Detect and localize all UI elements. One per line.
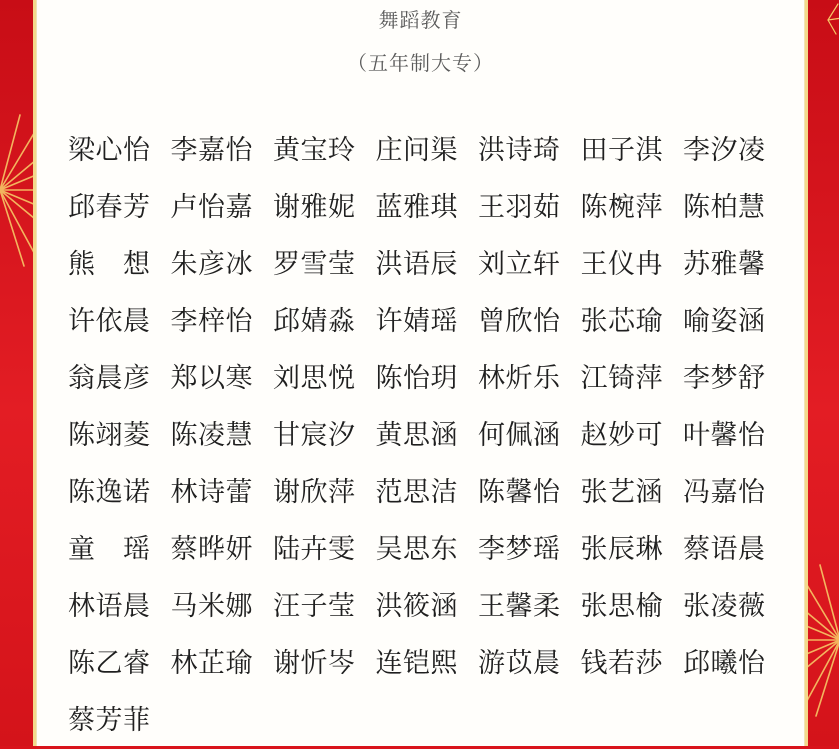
name-item: 陈逸诺: [68, 477, 151, 508]
name-item: 黄宝玲: [273, 135, 356, 166]
panel-gold-border-right: [805, 0, 808, 746]
name-item: 洪筱涵: [375, 591, 458, 622]
name-item: 蔡语晨: [683, 534, 766, 565]
name-item: 梁心怡: [68, 135, 151, 166]
name-item: 张艺涵: [580, 477, 663, 508]
name-item: 游苡晨: [478, 648, 561, 679]
name-item: 喻姿涵: [683, 306, 766, 337]
name-item: 林语晨: [68, 591, 151, 622]
name-item: 钱若莎: [580, 648, 663, 679]
panel-gold-border-left: [33, 0, 36, 746]
name-item: 庄问渠: [375, 135, 458, 166]
name-item: 谢雅妮: [273, 192, 356, 223]
name-item: 王馨柔: [478, 591, 561, 622]
name-item: 田子淇: [580, 135, 663, 166]
name-item: 刘立轩: [478, 249, 561, 280]
name-item: 蔡芳菲: [68, 705, 151, 736]
name-item: 邱曦怡: [683, 648, 766, 679]
name-item: 刘思悦: [273, 363, 356, 394]
name-item: 陆卉雯: [273, 534, 356, 565]
name-item: 谢欣萍: [273, 477, 356, 508]
name-item: 陈怡玥: [375, 363, 458, 394]
name-item: 冯嘉怡: [683, 477, 766, 508]
name-item: 马米娜: [170, 591, 253, 622]
name-item: 林芷瑜: [170, 648, 253, 679]
name-item: 许婧瑶: [375, 306, 458, 337]
name-item: 黄思涵: [375, 420, 458, 451]
name-item: 李梓怡: [170, 306, 253, 337]
name-item: 邱婧淼: [273, 306, 356, 337]
name-item: 曾欣怡: [478, 306, 561, 337]
page-subtitle: （五年制大专）: [347, 51, 494, 75]
name-item: 邱春芳: [68, 192, 151, 223]
name-item: 陈椀萍: [580, 192, 663, 223]
name-item: 陈馨怡: [478, 477, 561, 508]
name-item: 范思洁: [375, 477, 458, 508]
name-item: 蔡晔妍: [170, 534, 253, 565]
name-item: 林诗蕾: [170, 477, 253, 508]
name-item: 陈乙睿: [68, 648, 151, 679]
name-item: 张芯瑜: [580, 306, 663, 337]
name-item: 洪语辰: [375, 249, 458, 280]
name-item: 张辰琳: [580, 534, 663, 565]
name-list: [68, 122, 786, 749]
name-item: 汪子莹: [273, 591, 356, 622]
name-item: 蓝雅琪: [375, 192, 458, 223]
name-item: 连铠熙: [375, 648, 458, 679]
name-item: 熊 想: [68, 249, 151, 280]
name-item: 何佩涵: [478, 420, 561, 451]
red-background-left: [0, 0, 36, 746]
name-item: 吴思东: [375, 534, 458, 565]
name-item: 江锜萍: [580, 363, 663, 394]
name-item: 王羽茹: [478, 192, 561, 223]
name-item: 卢怡嘉: [170, 192, 253, 223]
name-item: 陈柏慧: [683, 192, 766, 223]
name-item: 洪诗琦: [478, 135, 561, 166]
name-item: 李梦舒: [683, 363, 766, 394]
name-item: 陈凌慧: [170, 420, 253, 451]
name-item: 李嘉怡: [170, 135, 253, 166]
name-item: 翁晨彦: [68, 363, 151, 394]
name-item: 童 瑶: [68, 534, 151, 565]
name-item: 甘宸汐: [273, 420, 356, 451]
red-background-right: [805, 0, 839, 746]
name-item: 罗雪莹: [273, 249, 356, 280]
name-item: 林炘乐: [478, 363, 561, 394]
name-item: 陈翊菱: [68, 420, 151, 451]
name-item: 郑以寒: [170, 363, 253, 394]
name-item: 许依晨: [68, 306, 151, 337]
name-item: 苏雅馨: [683, 249, 766, 280]
name-item: 谢忻岑: [273, 648, 356, 679]
name-item: 李汐凌: [683, 135, 766, 166]
name-item: 张思榆: [580, 591, 663, 622]
name-item: 朱彦冰: [170, 249, 253, 280]
name-item: 赵妙可: [580, 420, 663, 451]
name-item: 叶馨怡: [683, 420, 766, 451]
page-title: 舞蹈教育: [378, 8, 463, 32]
name-item: 李梦瑶: [478, 534, 561, 565]
name-item: 王仪冉: [580, 249, 663, 280]
name-item: 张凌薇: [683, 591, 766, 622]
